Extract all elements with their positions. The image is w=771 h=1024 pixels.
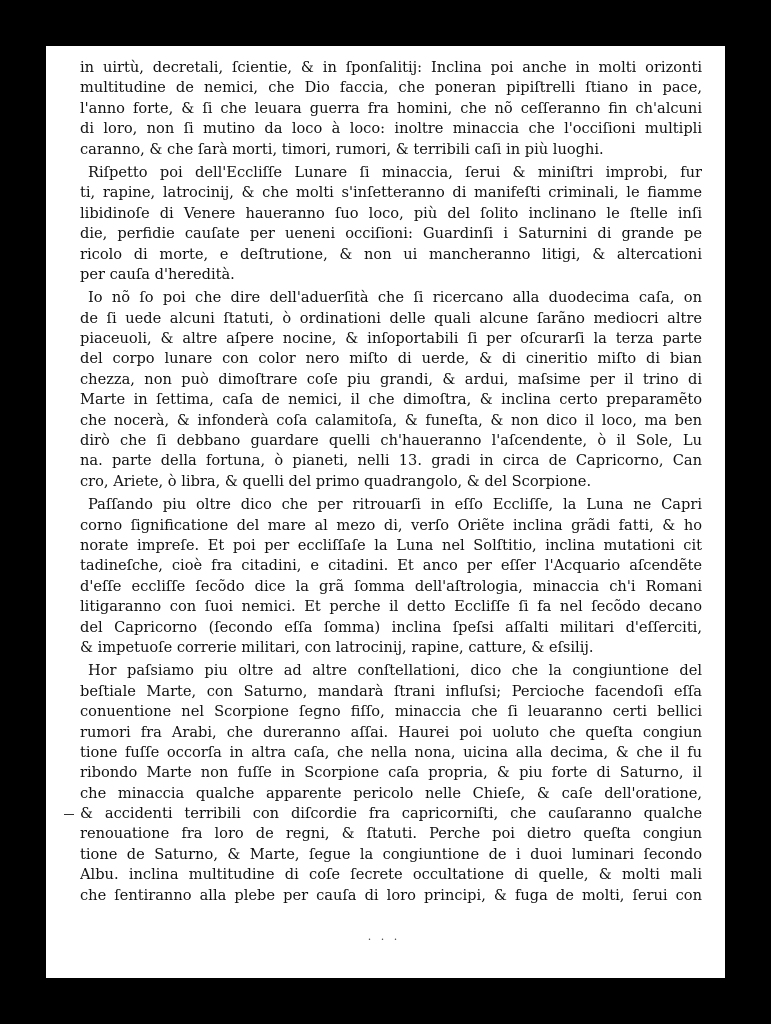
text-line: chezza, non può dimoſtrare coſe piu grandi, & ardui, maſsime per il trino di xyxy=(80,370,702,388)
text-line: renouatione fra loro de regni, & ſtatuti. Perche poi dietro queſta congiun xyxy=(80,825,702,843)
text-line: & accidenti terribili con diſcordie fra capricorniſti, che cauſaranno qualche xyxy=(80,805,702,823)
text-line: rumori fra Arabi, che dureranno aſſai. Haurei poi uoluto che queſta congiun xyxy=(80,723,702,741)
text-line: corno ſignificatione del mare al mezo di, verſo Oriẽte inclina grãdi fatti, & ho xyxy=(80,516,702,534)
paragraph xyxy=(80,288,702,492)
paragraph xyxy=(80,495,702,658)
text-line: piaceuoli, & altre aſpere nocine, & inſoportabili ſi per oſcurarſi la terza parte xyxy=(80,330,702,348)
text-line: conuentione nel Scorpione ſegno fiſſo, minaccia che ſi leuaranno certi bellici xyxy=(80,703,702,721)
text-line: Io nõ ſo poi che dire dell'aduerſità che ſi ricercano alla duodecima caſa, on xyxy=(88,289,702,307)
text-line: tadineſche, cioè fra citadini, e citadini. Et anco per eſſer l'Acquario aſcendẽte xyxy=(80,557,702,575)
page-footer-mark: . . . xyxy=(367,930,401,943)
text-line: cro, Ariete, ò libra, & quelli del primo quadrangolo, & del Scorpione. xyxy=(80,472,592,490)
text-line: che ſentiranno alla plebe per cauſa di loro principi, & fuga de molti, ſerui con xyxy=(80,886,702,904)
text-line: del corpo lunare con color nero miſto di uerde, & di cineritio miſto di bian xyxy=(80,350,702,368)
text-line: d'eſſe eccliſſe ſecõdo dice la grã ſomma dell'aſtrologia, minaccia ch'i Romani xyxy=(80,577,702,595)
text-line: Marte in ſettima, caſa de nemici, il che dimoſtra, & inclina certo preparamẽto xyxy=(80,391,702,409)
book-page xyxy=(46,46,725,978)
text-line: die, perfidie cauſate per ueneni occiſioni: Guardinſi i Saturnini di grande pe xyxy=(80,225,702,243)
text-line: tione de Saturno, & Marte, ſegue la congiuntione de i duoi luminari ſecondo xyxy=(80,845,702,863)
text-line: Riſpetto poi dell'Eccliſſe Lunare ſi minaccia, ſerui & miniſtri improbi, fur xyxy=(88,163,702,181)
paragraph xyxy=(80,661,702,906)
text-line: & impetuoſe correrie militari, con latrocinij, rapine, catture, & eſsilij. xyxy=(80,638,594,656)
text-line: ricolo di morte, e deſtrutione, & non ui mancheranno litigi, & altercationi xyxy=(80,245,702,263)
text-line: Paſſando piu oltre dico che per ritrouarſi in eſſo Eccliſſe, la Luna ne Capri xyxy=(88,496,702,514)
text-line: de ſi uede alcuni ſtatuti, ò ordinationi delle quali alcune ſarãno mediocri altre xyxy=(80,309,702,327)
text-line: beſtiale Marte, con Saturno, mandarà ſtrani influſsi; Percioche facendoſi eſſa xyxy=(80,682,702,700)
text-line: libidinoſe di Venere haueranno ſuo loco, più del ſolito inclinano le ſtelle inſi xyxy=(80,204,702,222)
text-line: ti, rapine, latrocinij, & che molti s'inſetteranno di manifeſti criminali, le fiamme xyxy=(80,184,702,202)
text-line: caranno, & che ſarà morti, timori, rumori, & terribili caſi in più luoghi. xyxy=(80,140,604,158)
text-line: tione fuſſe occorſa in altra caſa, che nella nona, uicina alla decima, & che il fu xyxy=(80,743,702,761)
body-text xyxy=(80,58,702,906)
text-line: dirò che ſi debbano guardare quelli ch'haueranno l'aſcendente, ò il Sole, Lu xyxy=(80,432,702,450)
text-line: che minaccia qualche apparente pericolo nelle Chieſe, & caſe dell'oratione, xyxy=(80,784,702,802)
text-line: del Capricorno (ſecondo eſſa ſomma) inclina ſpeſsi aſſalti militari d'eſſerciti, xyxy=(80,618,702,636)
text-line: norate impreſe. Et poi per eccliſſaſe la Luna nel Solſtitio, inclina mutationi cit xyxy=(80,536,702,554)
text-line: na. parte della fortuna, ò pianeti, nelli 13. gradi in circa de Capricorno, Can xyxy=(80,452,702,470)
text-line: ribondo Marte non fuſſe in Scorpione caſa propria, & piu forte di Saturno, il xyxy=(80,764,702,782)
paragraph xyxy=(80,58,702,160)
text-line: in uirtù, decretali, ſcientie, & in ſponſalitij: Inclina poi anche in molti orizonti xyxy=(80,59,702,76)
paragraph xyxy=(80,163,702,285)
margin-mark xyxy=(64,814,74,815)
text-line: Hor paſsiamo piu oltre ad altre conſtellationi, dico che la congiuntione del xyxy=(88,662,702,680)
text-line: litigaranno con ſuoi nemici. Et perche il detto Eccliſſe ſi fa nel ſecõdo decano xyxy=(80,598,702,616)
text-line: l'anno forte, & ſi che leuara guerra fra homini, che nõ ceſſeranno fin ch'alcuni xyxy=(80,99,702,117)
text-line: Albu. inclina multitudine di coſe ſecrete occultatione di quelle, & molti mali xyxy=(80,866,702,884)
text-line: di loro, non ſi mutino da loco à loco: inoltre minaccia che l'occiſioni multipli xyxy=(80,120,702,138)
text-line: per cauſa d'heredità. xyxy=(80,265,235,283)
text-line: multitudine de nemici, che Dio faccia, che poneran pipiſtrelli ſtiano in pace, xyxy=(80,79,702,97)
text-line: che nocerà, & infonderà coſa calamitoſa, & funeſta, & non dico il loco, ma ben xyxy=(80,411,702,429)
